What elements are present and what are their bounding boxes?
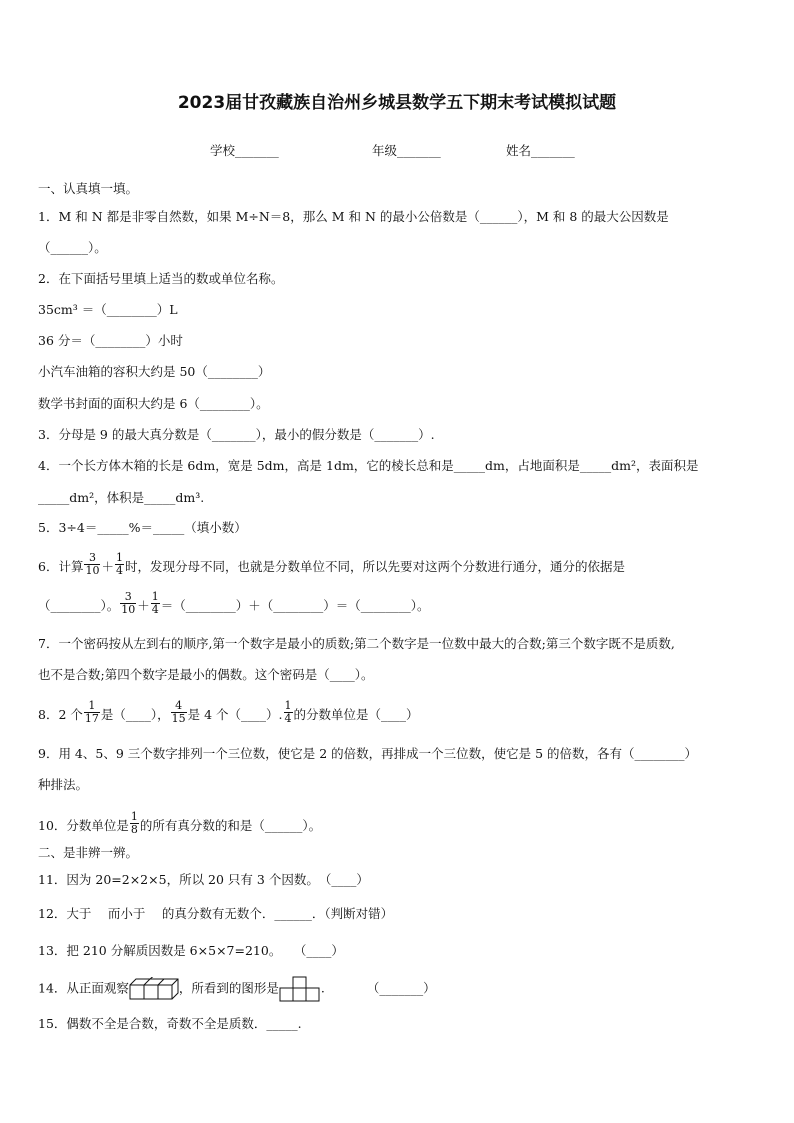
section-heading-1: 一、认真填一填。 (38, 181, 139, 196)
question-8 (38, 699, 419, 728)
question-14 (38, 976, 436, 1002)
q14-answer-blank: （_______） (366, 980, 436, 996)
fraction-1-4 (284, 700, 293, 725)
question-12: 12．大于 而小于 的真分数有无数个．______．（判断对错） (38, 906, 394, 921)
question-10 (38, 810, 322, 839)
numerator: 1 (115, 551, 123, 564)
q14-part-3: . (320, 980, 325, 996)
fraction-1-4 (151, 591, 160, 616)
denominator: 4 (151, 603, 159, 616)
fraction-1-4 (115, 552, 124, 577)
question-9-line-1: 9．用 4、5、9 三个数字排列一个三位数，使它是 2 的倍数，再排成一个三位数，使它是 5 的倍数，各有（________） (38, 746, 698, 761)
question-1-line-1: 1．M 和 N 都是非零自然数，如果 M÷N＝8，那么 M 和 N 的最小公倍数是（______），M 和 8 的最大公因数是 (38, 209, 669, 224)
numerator: 3 (84, 552, 100, 565)
name-field[interactable]: 姓名_______ (506, 143, 575, 158)
question-6-line-1 (38, 551, 625, 580)
question-15: 15．偶数不全是合数，奇数不全是质数．_____. (38, 1016, 302, 1031)
question-2-item-a: 35cm³ ＝（________）L (38, 302, 178, 317)
question-11: 11．因为 20=2×2×5，所以 20 只有 3 个因数。 （____） (38, 872, 369, 887)
q8-part-4: 的分数单位是（____） (293, 707, 419, 722)
q14-part-2: ，所看到的图形是 (178, 980, 279, 996)
question-1-line-2: （______）。 (38, 240, 107, 255)
numerator: 1 (284, 699, 292, 712)
numerator: 4 (171, 700, 187, 713)
q8-part-1: 8．2 个 (38, 707, 83, 722)
denominator: 10 (121, 603, 136, 616)
q6-blank-basis: （________）。 (38, 598, 120, 613)
numerator: 1 (84, 700, 100, 713)
fraction-4-15 (171, 700, 187, 725)
numerator: 1 (151, 590, 159, 603)
numerator: 3 (120, 591, 136, 604)
question-2-item-c: 小汽车油箱的容积大约是 50（________） (38, 364, 271, 379)
plus-sign: ＋ (137, 598, 150, 613)
fraction-3-10 (84, 552, 100, 577)
question-4-line-2: _____dm²，体积是_____dm³. (38, 490, 205, 505)
denominator: 15 (171, 712, 186, 725)
q8-part-3: 是 4 个（____）. (187, 707, 283, 722)
q6-suffix: 时，发现分母不同，也就是分数单位不同，所以先要对这两个分数进行通分，通分的依据是 (124, 559, 625, 574)
school-field[interactable]: 学校_______ (210, 143, 279, 158)
denominator: 8 (130, 823, 138, 836)
question-13: 13．把 210 分解质因数是 6×5×7=210。 （____） (38, 943, 344, 958)
section-heading-2: 二、是非辨一辨。 (38, 845, 139, 860)
page-title: 2023届甘孜藏族自治州乡城县数学五下期末考试模拟试题 (177, 93, 617, 113)
fraction-1-17 (84, 700, 100, 725)
question-5: 5．3÷4＝_____%＝_____（填小数） (38, 520, 247, 535)
fraction-1-8 (130, 811, 139, 836)
question-2-item-d: 数学书封面的面积大约是 6（________）。 (38, 396, 269, 411)
question-2-item-b: 36 分＝（________）小时 (38, 333, 183, 348)
question-6-line-2 (38, 590, 430, 619)
question-2: 2．在下面括号里填上适当的数或单位名称。 (38, 271, 284, 286)
denominator: 17 (84, 712, 99, 725)
fraction-3-10 (120, 591, 136, 616)
denominator: 4 (284, 712, 292, 725)
q14-part-1: 14．从正面观察 (38, 980, 129, 996)
q6-equation-blanks: ＝（________）＋（________）＝（________）。 (160, 598, 430, 613)
q10-part-1: 10．分数单位是 (38, 818, 129, 833)
denominator: 10 (85, 564, 100, 577)
grade-field[interactable]: 年级_______ (372, 143, 441, 158)
question-3: 3．分母是 9 的最大真分数是（_______），最小的假分数是（_______）. (38, 427, 435, 442)
q10-part-2: 的所有真分数的和是（______）。 (139, 818, 322, 833)
question-7-line-1: 7．一个密码按从左到右的顺序,第一个数字是最小的质数;第二个数字是一位数中最大的合数;第三个数字既不是质数, (38, 636, 675, 651)
question-4-line-1: 4．一个长方体木箱的长是 6dm，宽是 5dm，高是 1dm，它的棱长总和是_____dm，占地面积是_____dm²，表面积是 (38, 458, 699, 473)
q6-prefix: 6．计算 (38, 559, 84, 574)
q8-part-2: 是（____）， (100, 707, 170, 722)
numerator: 1 (130, 810, 138, 823)
cubes-3d-figure (129, 977, 179, 1001)
question-9-line-2: 种排法。 (38, 777, 89, 792)
plus-sign: ＋ (101, 559, 114, 574)
question-7-line-2: 也不是合数;第四个数字是最小的偶数。这个密码是（____）。 (38, 667, 374, 682)
denominator: 4 (115, 564, 123, 577)
front-view-figure (279, 976, 321, 1002)
